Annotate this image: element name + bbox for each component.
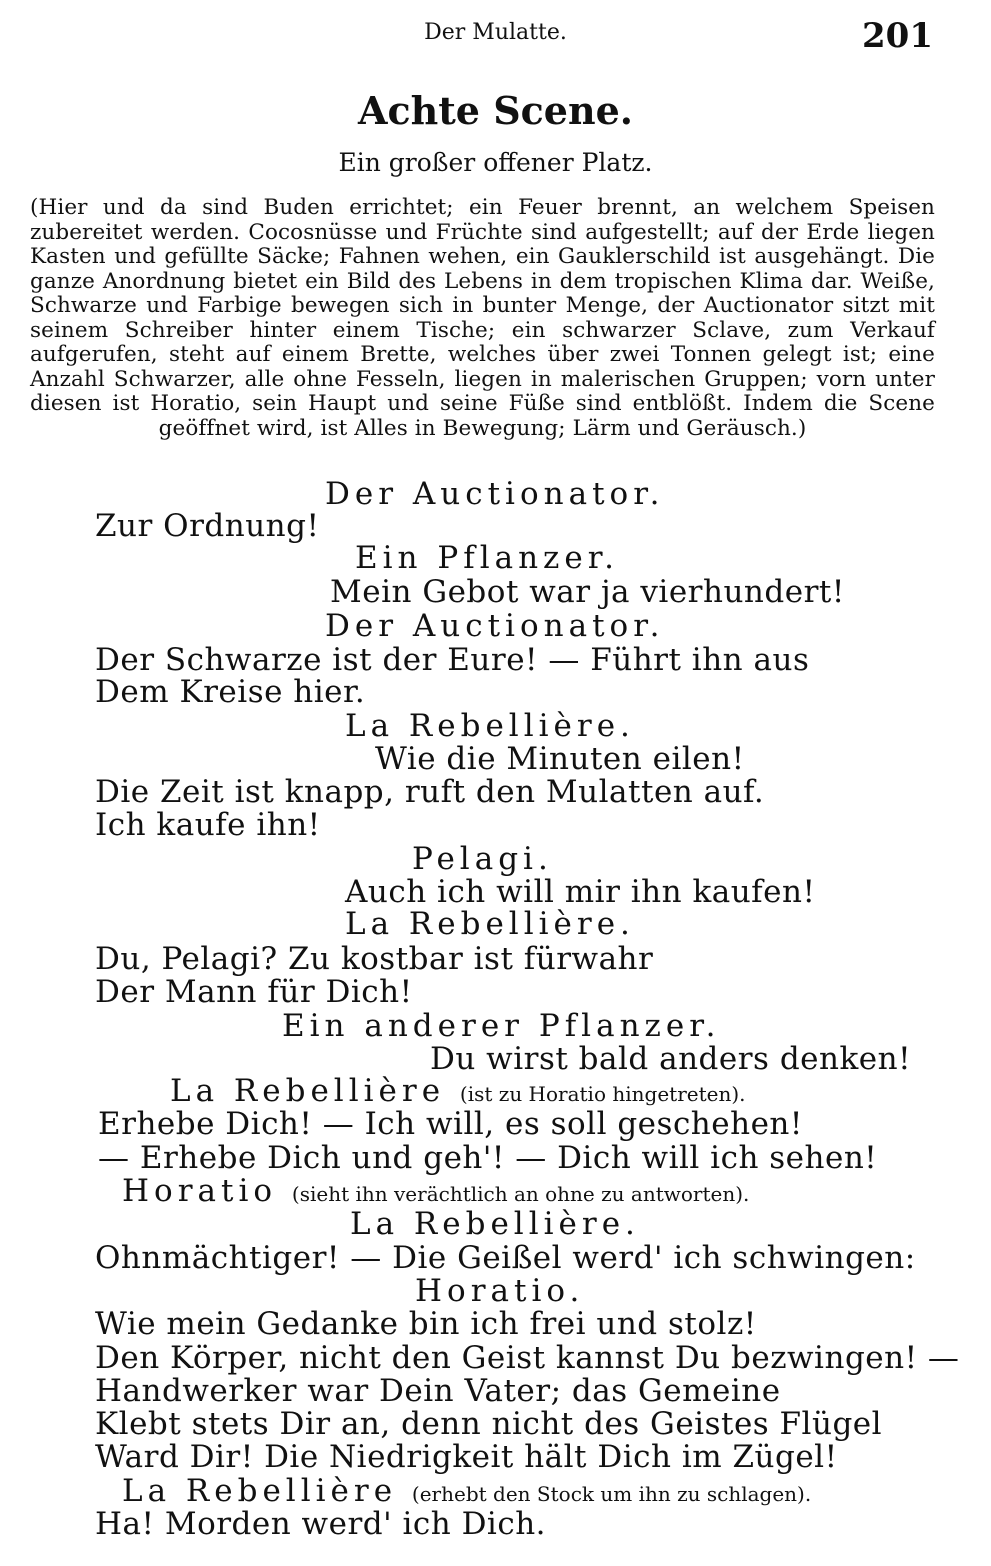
verse-line: Der Schwarze ist der Eure! — Führt ihn aus [95, 642, 810, 678]
speaker-la-rebelliere [170, 1073, 746, 1109]
stage-note: (ist zu Horatio hingetreten). [459, 1082, 746, 1106]
verse-line: Handwerker war Dein Vater; das Gemeine [95, 1373, 781, 1409]
speaker-planter: Ein Pflanzer. [355, 540, 620, 576]
verse-line: Du wirst bald anders denken! [430, 1041, 912, 1077]
speaker-other-planter: Ein anderer Pflanzer. [282, 1008, 721, 1044]
stage-note: (sieht ihn verächtlich an ohne zu antworten). [291, 1182, 750, 1206]
verse-line: Wie die Minuten eilen! [375, 741, 745, 777]
verse-line: Zur Ordnung! [95, 508, 320, 544]
verse-line: Den Körper, nicht den Geist kannst Du bezwingen! — [95, 1340, 960, 1376]
verse-line: Die Zeit ist knapp, ruft den Mulatten auf. [95, 774, 765, 810]
speaker-name: La Rebellière [122, 1473, 398, 1509]
verse-line: Ward Dir! Die Niedrigkeit hält Dich im Zügel! [95, 1439, 838, 1475]
verse-line: Auch ich will mir ihn kaufen! [345, 874, 816, 910]
scene-setting: Ein großer offener Platz. [338, 148, 653, 177]
speaker-pelagi: Pelagi. [412, 841, 553, 877]
verse-line: Erhebe Dich! — Ich will, es soll geschehen! [98, 1106, 803, 1142]
speaker-la-rebelliere: La Rebellière. [345, 708, 635, 744]
running-title: Der Mulatte. [424, 20, 567, 45]
verse-line: Ha! Morden werd' ich Dich. [95, 1506, 547, 1542]
verse-line: — Erhebe Dich und geh'! — Dich will ich sehen! [98, 1140, 878, 1176]
verse-line: Mein Gebot war ja vierhundert! [330, 574, 845, 610]
speaker-horatio: Horatio. [415, 1273, 585, 1309]
stage-note: (erhebt den Stock um ihn zu schlagen). [411, 1482, 812, 1506]
page-header [0, 14, 991, 54]
verse-line: Klebt stets Dir an, denn nicht des Geistes Flügel [95, 1406, 883, 1442]
verse-line: Ohnmächtiger! — Die Geißel werd' ich schwingen: [95, 1240, 916, 1276]
speaker-horatio [122, 1173, 749, 1209]
verse-line: Du, Pelagi? Zu kostbar ist fürwahr [95, 941, 654, 977]
verse-line: Ich kaufe ihn! [95, 807, 321, 843]
speaker-auctionator: Der Auctionator. [325, 476, 665, 512]
speaker-name: Horatio [122, 1173, 278, 1209]
verse-line: Wie mein Gedanke bin ich frei und stolz! [95, 1306, 757, 1342]
speaker-la-rebelliere [122, 1473, 811, 1509]
stage-direction: (Hier und da sind Buden errichtet; ein Feuer brennt, an welchem Speisen zubereitet werden. Cocosnüsse und Früchte sind aufgestellt; auf der Erde liegen Kasten und gefüllte Säcke; Fahnen wehen, ein Gauklerschild ist ausgehängt. Die ganze Anordnung bietet ein Bild des Lebens in dem tropischen Klima dar. Weiße, Schwarze und Farbige bewegen sich in bunter Menge, der Auctionator sitzt mit seinem Schreiber hinter einem Tische; ein schwarzer Sclave, zum Verkauf aufgerufen, steht auf einem Brette, welches über zwei Tonnen gelegt ist; eine Anzahl Schwarzer, alle ohne Fesseln, liegen in malerischen Gruppen; vorn unter diesen ist Horatio, sein Haupt und seine Füße sind entblößt. Indem die Scene geöffnet wird, ist Alles in Bewegung; Lärm und Geräusch.) [30, 195, 935, 441]
scene-title: Achte Scene. [358, 88, 633, 133]
speaker-la-rebelliere: La Rebellière. [350, 1206, 640, 1242]
speaker-name: La Rebellière [170, 1073, 446, 1109]
verse-line: Der Mann für Dich! [95, 974, 413, 1010]
verse-line: Dem Kreise hier. [95, 674, 366, 710]
speaker-auctionator: Der Auctionator. [325, 608, 665, 644]
page-number: 201 [862, 16, 933, 56]
speaker-la-rebelliere: La Rebellière. [345, 906, 635, 942]
